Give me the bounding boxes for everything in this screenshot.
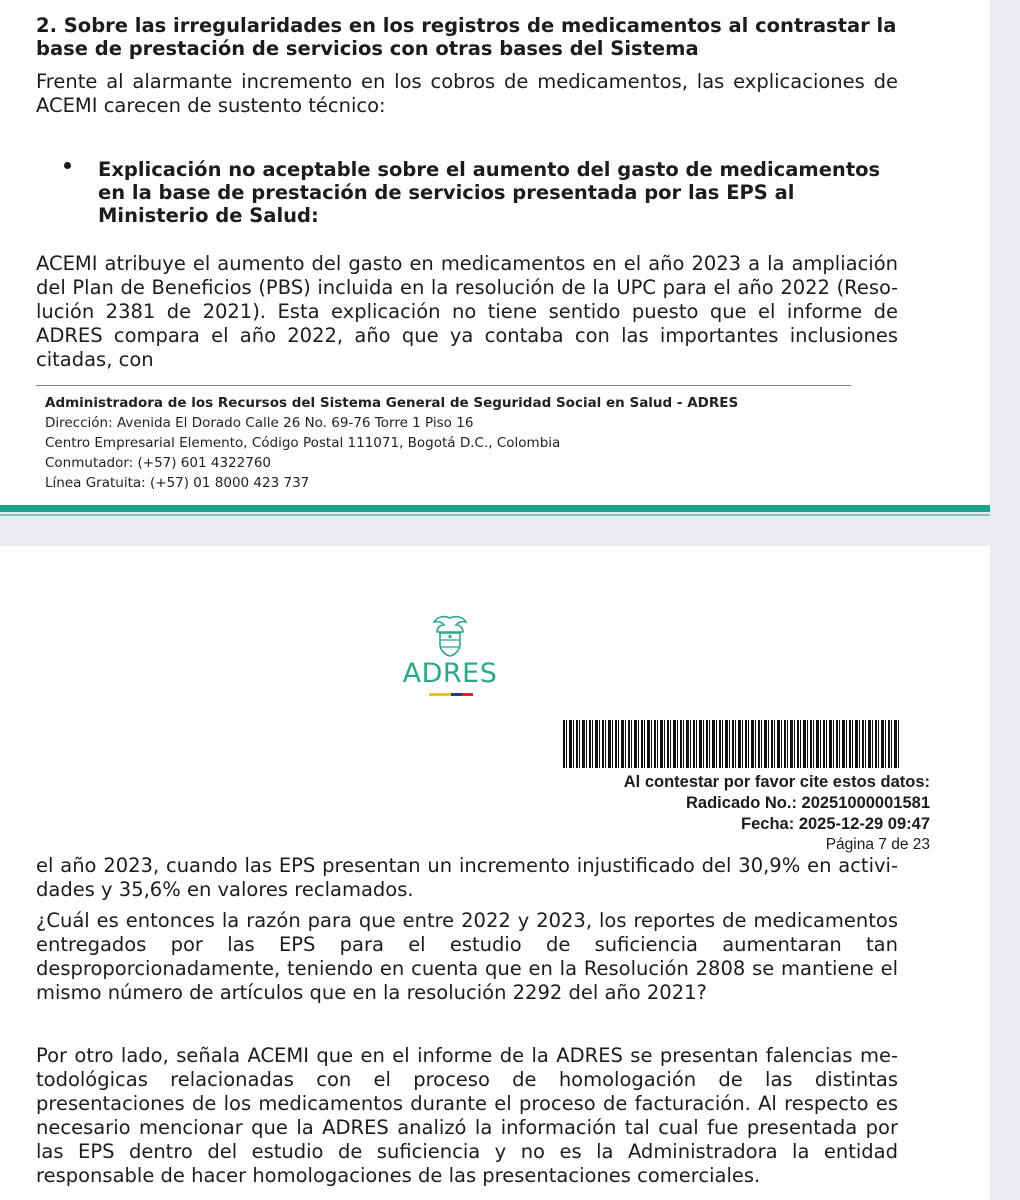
body-paragraph: ACEMI atribuye el aumento del gasto en medicamentos en el año 2023 a la ampliación del Plan de Beneficios (PBS) incluida en la resolución de la UPC para el año 2022 (Resolución 2381 de 2021). Esta explicación no tiene sentido puesto que el informe de ADRES compara el año 2022, año que ya contaba con las importantes inclusiones citadas, con: [36, 252, 898, 371]
stamp-fecha: Fecha: 2025-12-29 09:47: [741, 815, 930, 833]
footer-accent-line: [0, 514, 990, 516]
intro-paragraph: Frente al alarmante incremento en los cobros de medicamentos, las explicaciones de ACEMI carecen de sustento técnico:: [36, 70, 898, 117]
footer-toll-free: Línea Gratuita: (+57) 01 8000 423 737: [45, 475, 310, 491]
barcode: [563, 720, 901, 768]
flag-stripe-blue: [451, 693, 462, 696]
stamp-page-number: Página 7 de 23: [825, 836, 930, 853]
footer-city: Centro Empresarial Elemento, Código Postal 111071, Bogotá D.C., Colombia: [45, 435, 561, 451]
footer-divider: [36, 385, 851, 386]
bullet-heading: Explicación no aceptable sobre el aumento del gasto de medicamentos en la base de prestación de servicios presentada por las EPS al Ministerio de Salud:: [98, 158, 881, 227]
flag-stripe-red: [462, 693, 473, 696]
logo-text: ADRES: [402, 658, 498, 689]
footer-address: Dirección: Avenida El Dorado Calle 26 No. 69-76 Torre 1 Piso 16: [45, 415, 474, 431]
section-heading: 2. Sobre las irregularidades en los registros de medicamentos al contrastar la base de prestación de servicios con otras bases del Sistema: [36, 14, 897, 60]
stamp-instruction: Al contestar por favor cite estos datos:: [623, 773, 930, 791]
paragraph-question: ¿Cuál es entonces la razón para que entre 2022 y 2023, los reportes de medicamentos entregados por las EPS para el estudio de suficiencia aumentaran tan desproporcionadamente, teniendo en cuenta que en la Resolución 2808 se mantiene el mismo número de artículos que en la resolución 2292 del año 2021?: [36, 909, 898, 1004]
flag-stripe-yellow: [429, 693, 451, 696]
page-footer: [45, 393, 845, 493]
footer-organization: Administradora de los Recursos del Sistema General de Seguridad Social en Salud - ADRES: [45, 395, 739, 411]
footer-switchboard: Conmutador: (+57) 601 4322760: [45, 455, 271, 471]
bullet-icon: [64, 162, 71, 169]
paragraph-continuation: el año 2023, cuando las EPS presentan un incremento injustificado del 30,9% en actividades y 35,6% en valores reclamados.: [36, 854, 898, 901]
footer-accent-bar: [0, 505, 990, 512]
stamp-radicado: Radicado No.: 20251000001581: [686, 794, 930, 812]
adres-logo: [395, 614, 505, 704]
document-page-upper: [0, 0, 990, 505]
coat-of-arms-icon: [430, 614, 470, 658]
paragraph-methodology: Por otro lado, señala ACEMI que en el informe de la ADRES se presentan falencias metodológicas relacionadas con el proceso de homologación de las distintas presentaciones de los medicamentos durante el proceso de facturación. Al respecto es necesario mencionar que la ADRES analizó la información tal cual fue presentada por las EPS dentro del estudio de suficiencia y no es la Administradora la entidad responsable de hacer homologaciones de las presentaciones comerciales.: [36, 1044, 898, 1187]
